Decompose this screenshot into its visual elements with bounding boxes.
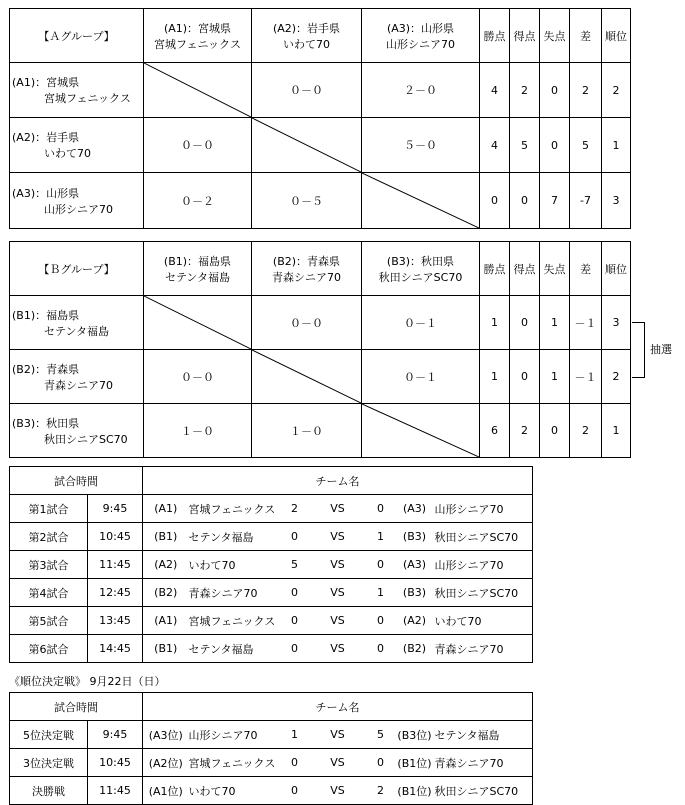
match-row (10, 551, 533, 579)
away-score: 5 (367, 721, 395, 749)
row-team: (A1)：宮城県 宮城フェニックス (10, 63, 144, 118)
stat-header: 得点 (510, 242, 540, 296)
home-code: (A2位) (143, 749, 189, 777)
away-team: セテンタ福島 (435, 721, 533, 749)
stat-cell: 0 (540, 118, 570, 173)
stat-cell: 1 (480, 296, 510, 350)
stat-header: 差 (570, 242, 602, 296)
match-row (10, 607, 533, 635)
group-b-row (10, 404, 631, 458)
stat-cell: 7 (540, 173, 570, 229)
match-label: 第1試合 (10, 495, 88, 523)
schedule-header-time: 試合時間 (10, 467, 143, 495)
away-team: 青森シニア70 (435, 749, 533, 777)
stat-cell: 1 (480, 350, 510, 404)
match-label: 第6試合 (10, 635, 88, 663)
stat-cell: 0 (510, 350, 540, 404)
vs-label: VS (309, 495, 367, 523)
diagonal-cell (252, 350, 362, 404)
match-time: 10:45 (88, 523, 143, 551)
group-a-col-1: (A1)：宮城県 宮城フェニックス (144, 9, 252, 63)
away-score: 0 (367, 551, 395, 579)
stat-cell: 2 (602, 63, 631, 118)
row-team: (B3)：秋田県 秋田シニアSC70 (10, 404, 144, 458)
home-score: 0 (281, 749, 309, 777)
vs-label: VS (309, 523, 367, 551)
home-score: 0 (281, 777, 309, 805)
group-a-row (10, 173, 631, 229)
group-a-table (9, 8, 631, 229)
vs-label: VS (309, 635, 367, 663)
stat-header: 差 (570, 9, 602, 63)
home-code: (A3位) (143, 721, 189, 749)
stat-cell: 1 (602, 118, 631, 173)
away-score: 0 (367, 607, 395, 635)
match-label: 決勝戦 (10, 777, 88, 805)
stat-header: 勝点 (480, 9, 510, 63)
group-b-row (10, 350, 631, 404)
home-code: (A1) (143, 607, 189, 635)
stat-header: 得点 (510, 9, 540, 63)
diagonal-cell (144, 63, 252, 118)
vs-label: VS (309, 749, 367, 777)
home-team: セテンタ福島 (189, 635, 281, 663)
away-team: 秋田シニアSC70 (435, 777, 533, 805)
away-code: (A3) (395, 551, 435, 579)
diagonal-cell (362, 173, 480, 229)
stat-cell: 5 (510, 118, 540, 173)
away-score: 1 (367, 579, 395, 607)
match-row (10, 579, 533, 607)
away-score: 1 (367, 523, 395, 551)
home-team: 山形シニア70 (189, 721, 281, 749)
match-label: 第5試合 (10, 607, 88, 635)
stat-cell: 1 (540, 296, 570, 350)
home-code: (B1) (143, 635, 189, 663)
diagonal-cell (362, 404, 480, 458)
away-code: (B3) (395, 523, 435, 551)
away-team: 山形シニア70 (435, 495, 533, 523)
group-a-col-2: (A2)：岩手県 いわて70 (252, 9, 362, 63)
home-code: (B2) (143, 579, 189, 607)
vs-label: VS (309, 551, 367, 579)
stat-header: 失点 (540, 9, 570, 63)
match-label: 3位決定戦 (10, 749, 88, 777)
match-time: 9:45 (88, 495, 143, 523)
vs-label: VS (309, 607, 367, 635)
match-time: 9:45 (88, 721, 143, 749)
diagonal-cell (144, 296, 252, 350)
group-b-title: 【Ｂグループ】 (10, 242, 144, 296)
group-b-row (10, 296, 631, 350)
stat-cell: 0 (540, 404, 570, 458)
match-row (10, 721, 533, 749)
stat-cell: -7 (570, 173, 602, 229)
home-code: (A1) (143, 495, 189, 523)
group-a-row (10, 63, 631, 118)
home-team: 宮城フェニックス (189, 607, 281, 635)
finals-body (10, 721, 533, 805)
score-cell: ５－０ (362, 118, 480, 173)
vs-label: VS (309, 777, 367, 805)
schedule-header-team: チーム名 (143, 467, 533, 495)
stat-cell: 4 (480, 118, 510, 173)
home-code: (A1位) (143, 777, 189, 805)
score-cell: １－０ (252, 404, 362, 458)
away-score: 0 (367, 749, 395, 777)
stat-cell: 1 (602, 404, 631, 458)
away-code: (A2) (395, 607, 435, 635)
stat-cell: 4 (480, 63, 510, 118)
schedule-body (10, 495, 533, 663)
stat-cell: 0 (510, 296, 540, 350)
home-team: いわて70 (189, 551, 281, 579)
home-code: (A2) (143, 551, 189, 579)
home-score: 1 (281, 721, 309, 749)
away-score: 2 (367, 777, 395, 805)
away-score: 0 (367, 495, 395, 523)
away-team: 山形シニア70 (435, 551, 533, 579)
away-code: (A3) (395, 495, 435, 523)
stat-cell: －１ (570, 296, 602, 350)
home-team: 宮城フェニックス (189, 495, 281, 523)
stat-cell: 0 (510, 173, 540, 229)
stat-cell: 2 (510, 63, 540, 118)
score-cell: ０－０ (252, 63, 362, 118)
away-code: (B1位) (395, 749, 435, 777)
match-label: 第3試合 (10, 551, 88, 579)
match-time: 12:45 (88, 579, 143, 607)
home-score: 0 (281, 635, 309, 663)
away-code: (B2) (395, 635, 435, 663)
match-time: 11:45 (88, 551, 143, 579)
score-cell: １－０ (144, 404, 252, 458)
match-time: 10:45 (88, 749, 143, 777)
home-score: 5 (281, 551, 309, 579)
away-code: (B3) (395, 579, 435, 607)
match-time: 11:45 (88, 777, 143, 805)
row-team: (A3)：山形県 山形シニア70 (10, 173, 144, 229)
score-cell: ０－１ (362, 296, 480, 350)
stat-cell: 3 (602, 173, 631, 229)
score-cell: ０－１ (362, 350, 480, 404)
away-team: いわて70 (435, 607, 533, 635)
stat-cell: 3 (602, 296, 631, 350)
match-row (10, 777, 533, 805)
score-cell: ０－２ (144, 173, 252, 229)
group-b-col-1: (B1)：福島県 セテンタ福島 (144, 242, 252, 296)
away-code: (B1位) (395, 777, 435, 805)
finals-header-time: 試合時間 (10, 693, 143, 721)
match-row (10, 635, 533, 663)
stat-cell: 6 (480, 404, 510, 458)
vs-label: VS (309, 721, 367, 749)
match-time: 13:45 (88, 607, 143, 635)
match-label: 第4試合 (10, 579, 88, 607)
away-team: 秋田シニアSC70 (435, 579, 533, 607)
lottery-bracket (632, 322, 645, 378)
group-b-table (9, 241, 631, 458)
row-team: (A2)：岩手県 いわて70 (10, 118, 144, 173)
stat-header: 失点 (540, 242, 570, 296)
match-row (10, 495, 533, 523)
home-team: いわて70 (189, 777, 281, 805)
group-b-col-2: (B2)：青森県 青森シニア70 (252, 242, 362, 296)
stat-header: 勝点 (480, 242, 510, 296)
match-label: 5位決定戦 (10, 721, 88, 749)
stat-cell: 2 (570, 404, 602, 458)
home-code: (B1) (143, 523, 189, 551)
finals-heading: 《順位決定戦》 9月22日（日） (9, 675, 166, 688)
match-row (10, 749, 533, 777)
home-score: 2 (281, 495, 309, 523)
stat-cell: 0 (540, 63, 570, 118)
match-row (10, 523, 533, 551)
home-score: 0 (281, 579, 309, 607)
home-team: セテンタ福島 (189, 523, 281, 551)
stat-cell: 5 (570, 118, 602, 173)
stat-cell: 2 (570, 63, 602, 118)
home-team: 青森シニア70 (189, 579, 281, 607)
away-code: (B3位) (395, 721, 435, 749)
away-score: 0 (367, 635, 395, 663)
finals-header-team: チーム名 (143, 693, 533, 721)
score-cell: ０－０ (252, 296, 362, 350)
home-team: 宮城フェニックス (189, 749, 281, 777)
vs-label: VS (309, 579, 367, 607)
finals-table (9, 692, 533, 805)
match-label: 第2試合 (10, 523, 88, 551)
row-team: (B2)：青森県 青森シニア70 (10, 350, 144, 404)
score-cell: ０－０ (144, 118, 252, 173)
stat-cell: 2 (510, 404, 540, 458)
row-team: (B1)：福島県 セテンタ福島 (10, 296, 144, 350)
home-score: 0 (281, 607, 309, 635)
score-cell: ２－０ (362, 63, 480, 118)
lottery-note: 抽選 (650, 343, 672, 356)
score-cell: ０－０ (144, 350, 252, 404)
group-b-col-3: (B3)：秋田県 秋田シニアSC70 (362, 242, 480, 296)
match-time: 14:45 (88, 635, 143, 663)
stat-header: 順位 (602, 242, 631, 296)
group-a-row (10, 118, 631, 173)
away-team: 青森シニア70 (435, 635, 533, 663)
group-a-title: 【Ａグループ】 (10, 9, 144, 63)
group-a-col-3: (A3)：山形県 山形シニア70 (362, 9, 480, 63)
stat-cell: 2 (602, 350, 631, 404)
stat-cell: 0 (480, 173, 510, 229)
stat-cell: －１ (570, 350, 602, 404)
stat-header: 順位 (602, 9, 631, 63)
away-team: 秋田シニアSC70 (435, 523, 533, 551)
home-score: 0 (281, 523, 309, 551)
schedule-table (9, 466, 533, 663)
score-cell: ０－５ (252, 173, 362, 229)
stat-cell: 1 (540, 350, 570, 404)
diagonal-cell (252, 118, 362, 173)
